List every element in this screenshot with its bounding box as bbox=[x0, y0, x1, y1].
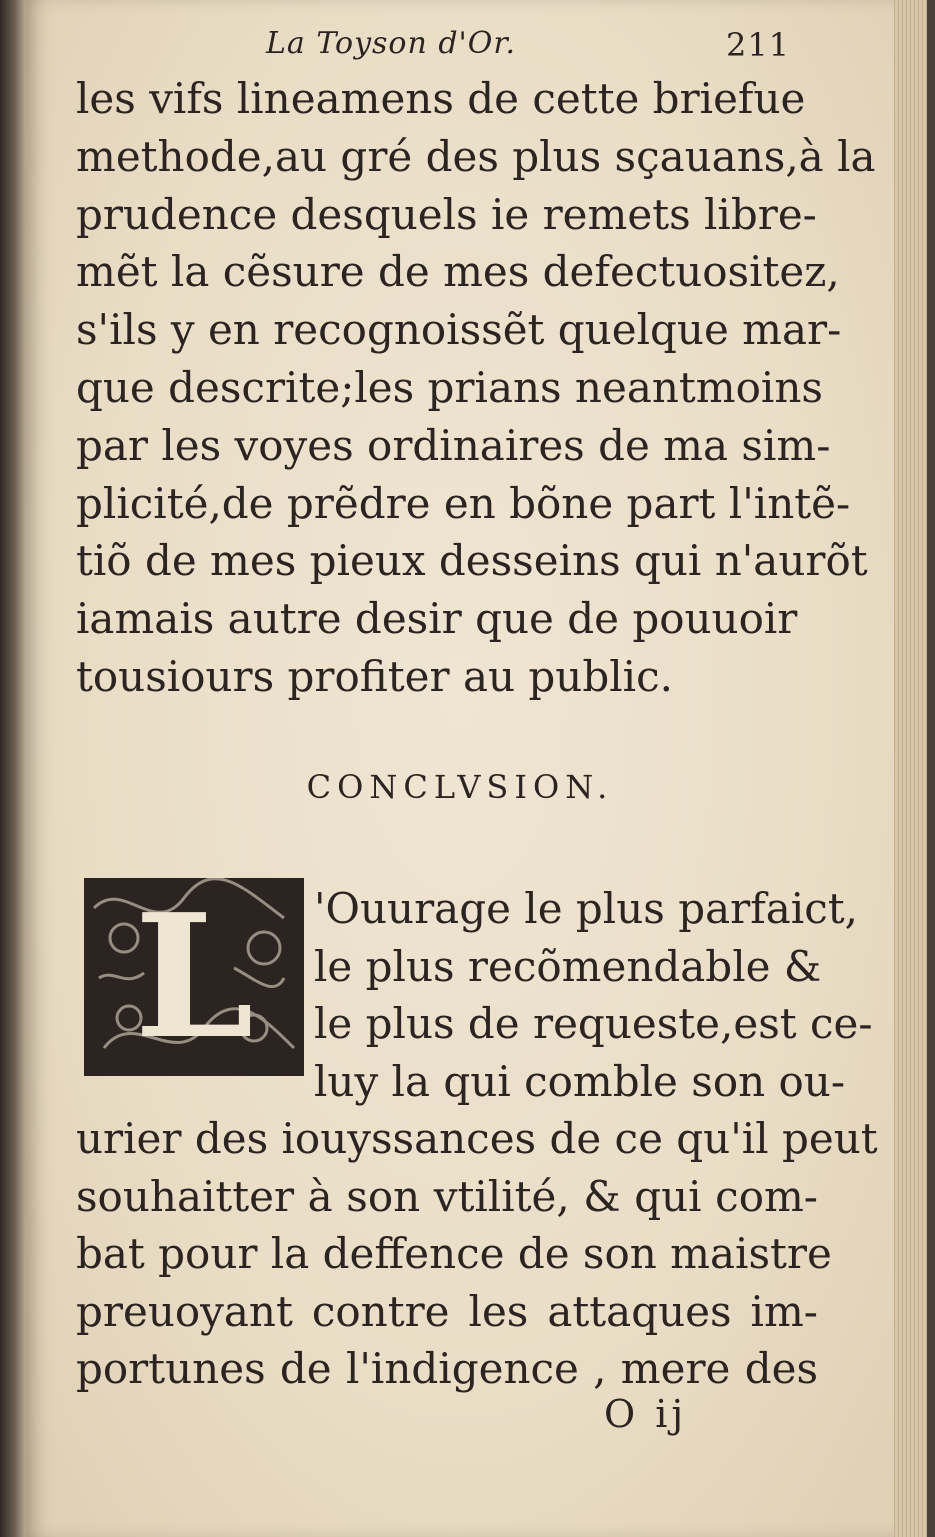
text-line: que descrite;les prians neantmoins bbox=[76, 362, 823, 412]
text-line: mẽt la cẽsure de mes defectuositez, bbox=[76, 247, 840, 297]
text-line: tiõ de mes pieux desseins qui n'aurõt bbox=[76, 536, 868, 586]
text-line: les vifs lineamens de cette briefue bbox=[76, 74, 806, 123]
signature-mark: O ij bbox=[604, 1392, 688, 1436]
text-line: le plus de requeste,est ce- bbox=[314, 999, 873, 1048]
page-edges bbox=[891, 0, 935, 1537]
text-line: urier des iouyssances de ce qu'il peut bbox=[76, 1114, 878, 1163]
text-line: tousiours profiter au public. bbox=[76, 651, 673, 701]
section-heading: CONCLVSION. bbox=[306, 768, 614, 806]
page-number: 211 bbox=[726, 26, 791, 64]
initial-letter: L bbox=[134, 878, 254, 1076]
running-title: La Toyson d'Or. bbox=[266, 26, 516, 61]
text-line: souhaitter à son vtilité, & qui com- bbox=[76, 1171, 818, 1221]
text-line: s'ils y en recognoissẽt quelque mar- bbox=[76, 305, 842, 355]
text-line: methode,au gré des plus sçauans,à la bbox=[76, 131, 876, 181]
book-gutter bbox=[0, 0, 26, 1537]
text-line: preuoyant contre les attaques im- bbox=[76, 1286, 818, 1336]
text-line: 'Ouurage le plus parfaict, bbox=[314, 884, 858, 933]
text-line: bat pour la deffence de son maistre bbox=[76, 1229, 832, 1278]
running-head bbox=[26, 26, 894, 66]
text-line: par les voyes ordinaires de ma sim- bbox=[76, 420, 831, 470]
text-line: luy la qui comble son ou- bbox=[314, 1056, 846, 1106]
text-line: le plus recõmendable & bbox=[314, 941, 822, 991]
paragraph-2 bbox=[76, 880, 878, 1398]
text-line: plicité,de prẽdre en bõne part l'intẽ- bbox=[76, 478, 851, 528]
text-line: portunes de l'indigence , mere des bbox=[76, 1344, 818, 1393]
text-line: prudence desquels ie remets libre- bbox=[76, 189, 817, 239]
paragraph-1 bbox=[76, 70, 876, 706]
text-line: iamais autre desir que de pouuoir bbox=[76, 594, 798, 644]
book-page bbox=[26, 0, 894, 1537]
